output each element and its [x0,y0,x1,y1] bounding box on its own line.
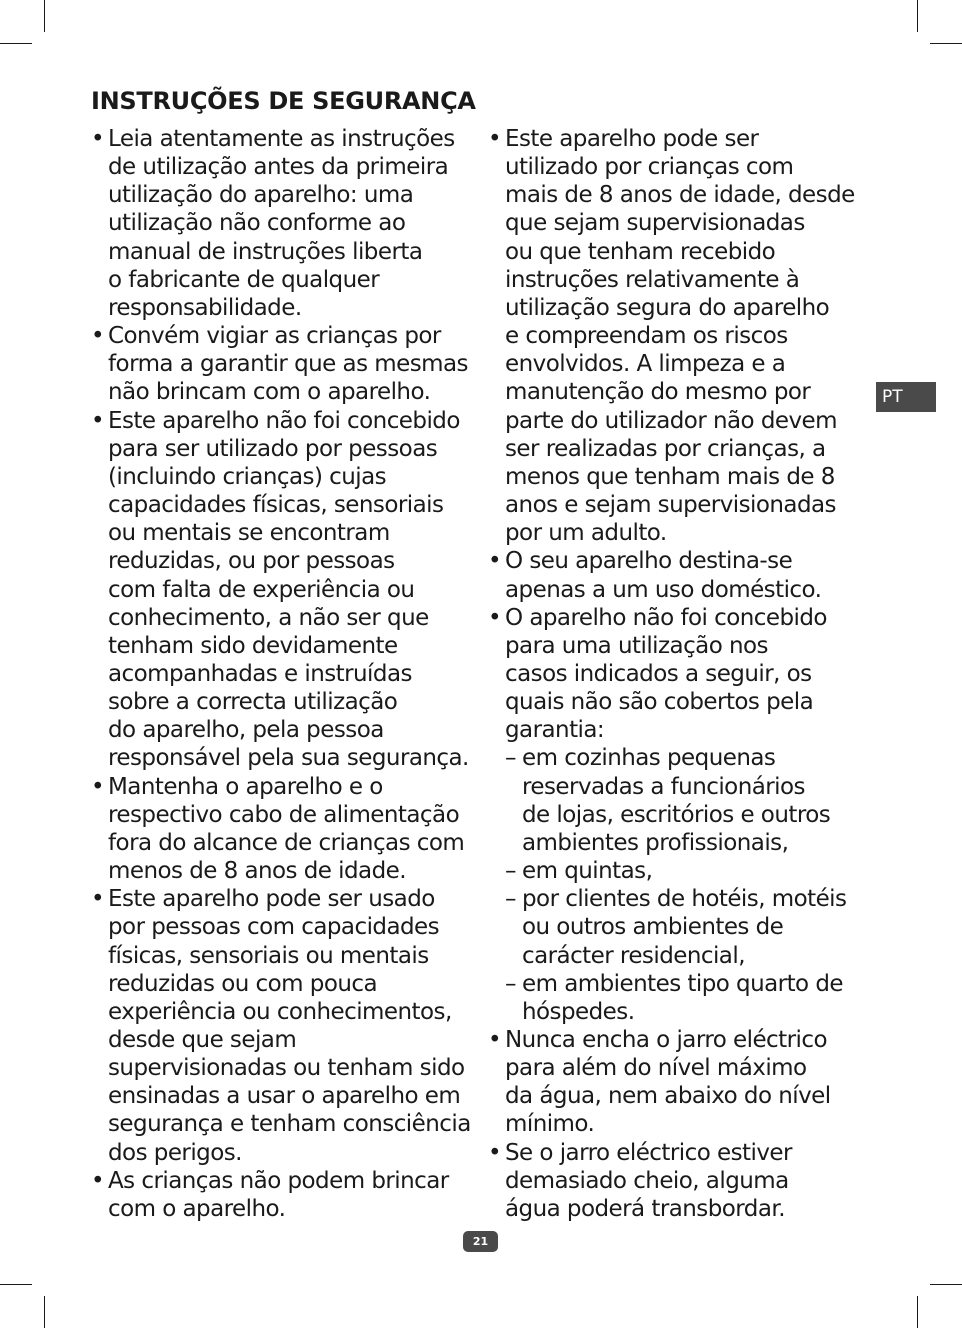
text-line: manual de instruções liberta [108,238,423,265]
text-line: menos que tenham mais de 8 [505,463,835,490]
text-line: ambientes profissionais, [522,829,789,856]
text-line: parte do utilizador não devem [505,407,838,434]
text-line: Convém vigiar as crianças por [108,323,441,350]
crop-mark-bottom-left-vertical [44,1296,45,1328]
text-line: dos perigos. [108,1139,242,1166]
page-title: INSTRUÇÕES DE SEGURANÇA [91,87,476,115]
text-line: capacidades físicas, sensoriais [108,492,444,519]
text-line: demasiado cheio, alguma [505,1167,789,1194]
text-line: ou que tenham recebido [505,238,776,265]
bullet-point: • [488,1139,502,1166]
text-line: em cozinhas pequenas [522,745,776,772]
bullet-point: • [91,323,105,350]
text-line: utilizado por crianças com [505,154,794,181]
text-line: instruções relativamente à [505,266,800,293]
text-line: da água, nem abaixo do nível [505,1083,831,1110]
text-line: Este aparelho pode ser usado [108,886,435,913]
text-line: físicas, sensoriais ou mentais [108,942,429,969]
sub-item [505,857,866,885]
dash-marker: – [505,858,516,885]
text-line: mais de 8 anos de idade, desde [505,182,855,209]
text-line: ser realizadas por crianças, a [505,435,826,462]
text-line: anos e sejam supervisionadas [505,492,836,519]
bullet-point: • [488,604,502,631]
bullet-point: • [91,126,105,152]
text-line: não brincam com o aparelho. [108,379,431,406]
text-line: manutenção do mesmo por [505,379,811,406]
bullet-point: • [488,548,502,575]
crop-mark-top-right-horizontal [930,43,962,44]
text-line: por pessoas com capacidades [108,914,440,941]
text-line: Se o jarro eléctrico estiver [505,1139,792,1166]
bullet-item [488,1139,866,1223]
text-line: As crianças não podem brincar [108,1167,449,1194]
dash-marker: – [505,886,516,913]
bullet-item [488,125,866,547]
text-line: O aparelho não foi concebido [505,604,827,631]
text-line: segurança e tenham consciência [108,1111,471,1138]
text-line: (incluindo crianças) cujas [108,463,387,490]
text-line: supervisionadas ou tenham sido [108,1055,465,1082]
text-line: reduzidas ou com pouca [108,970,378,997]
bullet-item [91,773,471,886]
bullet-item [91,125,471,322]
bullet-point: • [91,886,105,913]
text-line: Nunca encha o jarro eléctrico [505,1027,827,1053]
crop-mark-top-left-vertical [44,0,45,32]
language-tab: PT [876,382,936,412]
text-line: ou outros ambientes de [522,914,784,941]
text-line: Mantenha o aparelho e o [108,773,383,800]
dash-marker: – [505,970,516,997]
bullet-point: • [488,126,502,152]
text-line: reduzidas, ou por pessoas [108,548,395,575]
text-line: o fabricante de qualquer [108,266,380,293]
bullet-item [488,547,866,603]
text-line: casos indicados a seguir, os [505,660,812,687]
text-line: de utilização antes da primeira [108,154,449,181]
sub-item [505,970,866,1026]
text-line: por um adulto. [505,520,667,547]
bullet-item [91,1167,471,1223]
text-line: tenham sido devidamente [108,632,398,659]
text-line: mínimo. [505,1111,595,1138]
text-line: que sejam supervisionadas [505,210,805,237]
text-line: fora do alcance de crianças com [108,829,465,856]
crop-mark-bottom-right-vertical [917,1296,918,1328]
text-line: hóspedes. [522,998,635,1025]
crop-mark-bottom-right-horizontal [930,1284,962,1285]
text-line: Este aparelho pode ser [505,126,759,152]
text-line: responsável pela sua segurança. [108,745,469,772]
text-line: utilização não conforme ao [108,210,406,237]
text-line: garantia: [505,717,605,744]
text-line: forma a garantir que as mesmas [108,351,468,378]
text-line: utilização segura do aparelho [505,294,830,321]
crop-mark-top-right-vertical [917,0,918,32]
text-line: e compreendam os riscos [505,323,788,350]
text-line: por clientes de hotéis, motéis [522,886,847,913]
right-column [488,125,866,1223]
bullet-point: • [91,407,105,434]
text-line: O seu aparelho destina-se [505,548,793,575]
text-line: em ambientes tipo quarto de [522,970,843,997]
text-line: carácter residencial, [522,942,745,969]
text-line: Leia atentamente as instruções [108,126,455,152]
text-line: reservadas a funcionários [522,773,805,800]
bullet-point: • [91,1167,105,1194]
text-line: do aparelho, pela pessoa [108,717,384,744]
sub-item [505,885,866,969]
text-line: menos de 8 anos de idade. [108,858,406,885]
dash-marker: – [505,745,516,772]
text-line: ou mentais se encontram [108,520,390,547]
text-line: com falta de experiência ou [108,576,415,603]
crop-mark-top-left-horizontal [0,43,32,44]
bullet-point: • [91,773,105,800]
text-line: respectivo cabo de alimentação [108,801,460,828]
text-line: utilização do aparelho: uma [108,182,414,209]
text-line: de lojas, escritórios e outros [522,801,831,828]
text-line: para além do nível máximo [505,1055,807,1082]
bullet-item [91,885,471,1167]
left-column [91,125,471,1223]
text-line: ensinadas a usar o aparelho em [108,1083,461,1110]
text-line: quais não são cobertos pela [505,689,814,716]
bullet-item [488,604,866,1026]
sub-item [505,744,866,857]
text-line: sobre a correcta utilização [108,689,398,716]
bullet-item [91,407,471,773]
text-line: água poderá transbordar. [505,1195,785,1222]
text-line: com o aparelho. [108,1195,286,1222]
text-line: em quintas, [522,858,653,885]
crop-mark-bottom-left-horizontal [0,1284,32,1285]
text-line: Este aparelho não foi concebido [108,407,460,434]
text-line: desde que sejam [108,1027,297,1053]
page-number: 21 [463,1231,498,1252]
text-line: apenas a um uso doméstico. [505,576,822,603]
text-line: experiência ou conhecimentos, [108,998,452,1025]
bullet-point: • [488,1027,502,1053]
text-line: envolvidos. A limpeza e a [505,351,786,378]
text-line: conhecimento, a não ser que [108,604,429,631]
text-line: para ser utilizado por pessoas [108,435,438,462]
text-line: responsabilidade. [108,294,302,321]
bullet-item [488,1026,866,1139]
text-line: acompanhadas e instruídas [108,660,412,687]
bullet-item [91,322,471,406]
text-line: para uma utilização nos [505,632,768,659]
